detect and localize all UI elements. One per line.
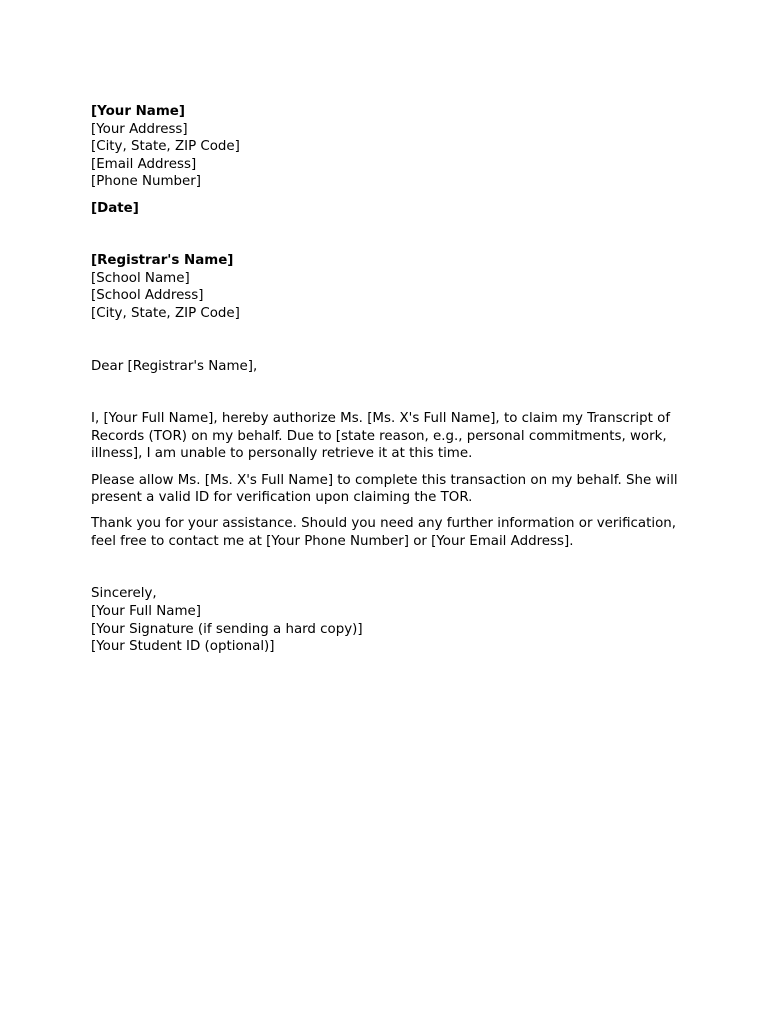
sender-phone: [Phone Number] bbox=[91, 174, 201, 190]
sender-address: [Your Address] bbox=[91, 121, 188, 137]
letter-date: [Date] bbox=[91, 200, 139, 216]
closing-full-name: [Your Full Name] bbox=[91, 604, 201, 620]
recipient-school-address: [School Address] bbox=[91, 288, 204, 304]
letter bbox=[91, 103, 691, 656]
body-paragraph: I, [Your Full Name], hereby authorize Ms. [Ms. X's Full Name], to claim my Transcript of Records (TOR) on my behalf. Due to [state reason, e.g., personal commitments, work, illness], I am unable to personally retrieve it at this time. bbox=[91, 411, 671, 462]
body-paragraph: Please allow Ms. [Ms. X's Full Name] to complete this transaction on my behalf. She will present a valid ID for verification upon claiming the TOR. bbox=[91, 472, 678, 506]
sender-name: [Your Name] bbox=[91, 104, 185, 119]
body-paragraph: Thank you for your assistance. Should you need any further information or verification, feel free to contact me at [Your Phone Number] or [Your Email Address]. bbox=[91, 516, 677, 549]
closing-student-id: [Your Student ID (optional)] bbox=[91, 639, 275, 655]
sender-block bbox=[91, 103, 691, 191]
recipient-name: [Registrar's Name] bbox=[91, 253, 234, 269]
recipient-block bbox=[91, 252, 691, 322]
closing-signature: [Your Signature (if sending a hard copy)] bbox=[91, 621, 363, 637]
sign-off: Sincerely, bbox=[91, 586, 157, 602]
sender-city-state-zip: [City, State, ZIP Code] bbox=[91, 139, 240, 155]
recipient-school-name: [School Name] bbox=[91, 270, 190, 286]
sender-email: [Email Address] bbox=[91, 156, 197, 172]
salutation: Dear [Registrar's Name], bbox=[91, 358, 258, 374]
closing-block bbox=[91, 585, 691, 655]
recipient-city-state-zip: [City, State, ZIP Code] bbox=[91, 305, 240, 321]
